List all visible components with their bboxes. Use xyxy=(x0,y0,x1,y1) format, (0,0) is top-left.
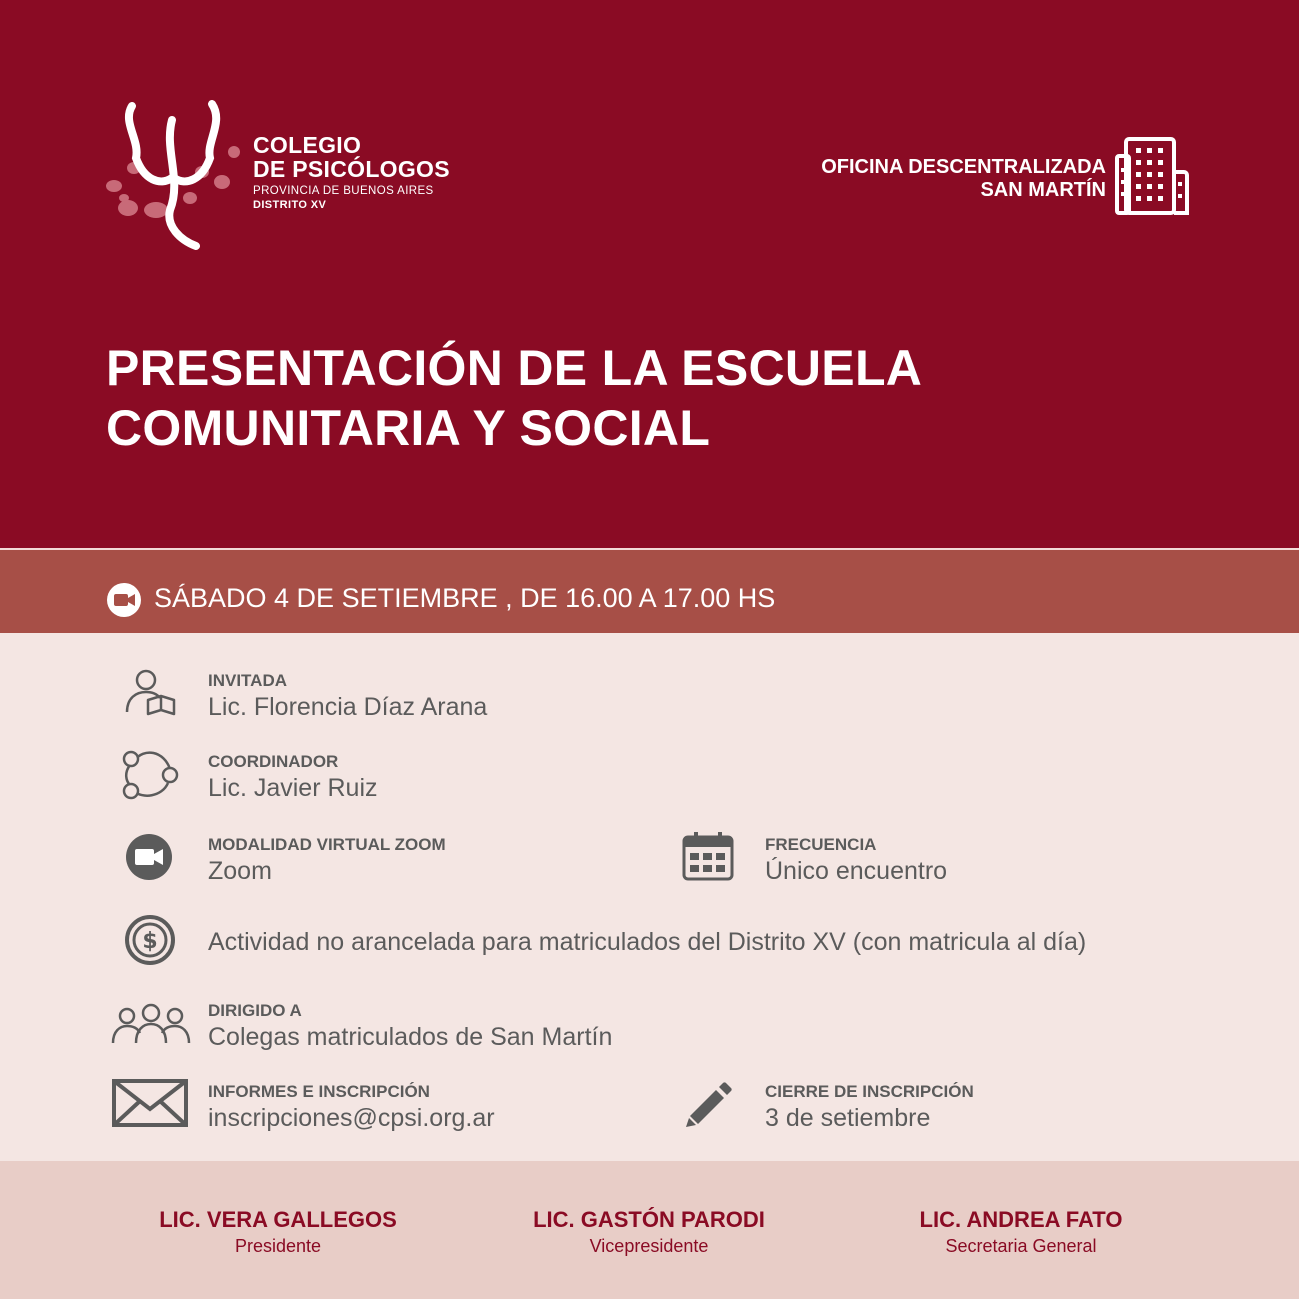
group-icon xyxy=(110,1003,192,1045)
guest-value: Lic. Florencia Díaz Arana xyxy=(208,693,488,721)
modality-label: MODALIDAD VIRTUAL ZOOM xyxy=(208,835,446,854)
dollar-icon xyxy=(124,914,176,966)
title-line-1: PRESENTACIÓN DE LA ESCUELA xyxy=(106,340,923,396)
deadline-value: 3 de setiembre xyxy=(765,1104,931,1132)
signature-name: LIC. ANDREA FATO xyxy=(919,1207,1123,1232)
signature-name: LIC. GASTÓN PARODI xyxy=(533,1207,765,1232)
brand-line-3: PROVINCIA DE BUENOS AIRES xyxy=(253,185,434,197)
building-icon xyxy=(1114,136,1192,216)
coordinator-value: Lic. Javier Ruiz xyxy=(208,774,378,802)
page-title xyxy=(106,338,922,458)
signature-role: Secretaria General xyxy=(945,1236,1097,1256)
frequency-label: FRECUENCIA xyxy=(765,835,877,854)
video-camera-icon xyxy=(106,582,142,618)
details-panel xyxy=(0,633,1299,1161)
network-icon xyxy=(120,749,180,801)
event-date: SÁBADO 4 DE SETIEMBRE , DE 16.00 A 17.00 HS xyxy=(154,583,776,613)
contact-email[interactable]: inscripciones@cpsi.org.ar xyxy=(208,1104,495,1132)
coordinator-label: COORDINADOR xyxy=(208,752,339,771)
calendar-icon xyxy=(682,831,734,881)
envelope-icon xyxy=(112,1079,188,1127)
deadline-label: CIERRE DE INSCRIPCIÓN xyxy=(765,1082,974,1101)
brand-name xyxy=(253,133,450,213)
header-panel xyxy=(0,0,1299,548)
office-line-1: OFICINA DESCENTRALIZADA xyxy=(821,156,1106,178)
audience-label: DIRIGIDO A xyxy=(208,1001,302,1020)
svg-text:$: $ xyxy=(142,929,158,954)
brand-line-4: DISTRITO XV xyxy=(253,199,327,211)
brand-line-1: COLEGIO xyxy=(253,132,362,158)
modality-value: Zoom xyxy=(208,857,272,885)
signature-role: Vicepresidente xyxy=(589,1236,709,1256)
video-camera-icon xyxy=(125,833,173,881)
reader-icon xyxy=(124,668,178,718)
guest-label: INVITADA xyxy=(208,671,288,690)
signature-name: LIC. VERA GALLEGOS xyxy=(159,1207,397,1232)
signature-secretary xyxy=(841,1206,1201,1258)
audience-value: Colegas matriculados de San Martín xyxy=(208,1023,613,1051)
signature-vicepresident xyxy=(469,1206,829,1258)
pencil-icon xyxy=(684,1080,732,1128)
contact-label: INFORMES E INSCRIPCIÓN xyxy=(208,1082,430,1101)
office-label xyxy=(821,156,1106,202)
psi-logo-icon xyxy=(100,100,250,255)
office-line-2: SAN MARTÍN xyxy=(980,179,1106,201)
signature-president xyxy=(98,1206,458,1258)
frequency-value: Único encuentro xyxy=(765,857,948,885)
brand-line-2: DE PSICÓLOGOS xyxy=(253,156,450,182)
fee-value: Actividad no arancelada para matriculados del Distrito XV (con matricula al día) xyxy=(208,928,1087,956)
title-line-2: COMUNITARIA Y SOCIAL xyxy=(106,400,711,456)
signature-role: Presidente xyxy=(234,1236,322,1256)
